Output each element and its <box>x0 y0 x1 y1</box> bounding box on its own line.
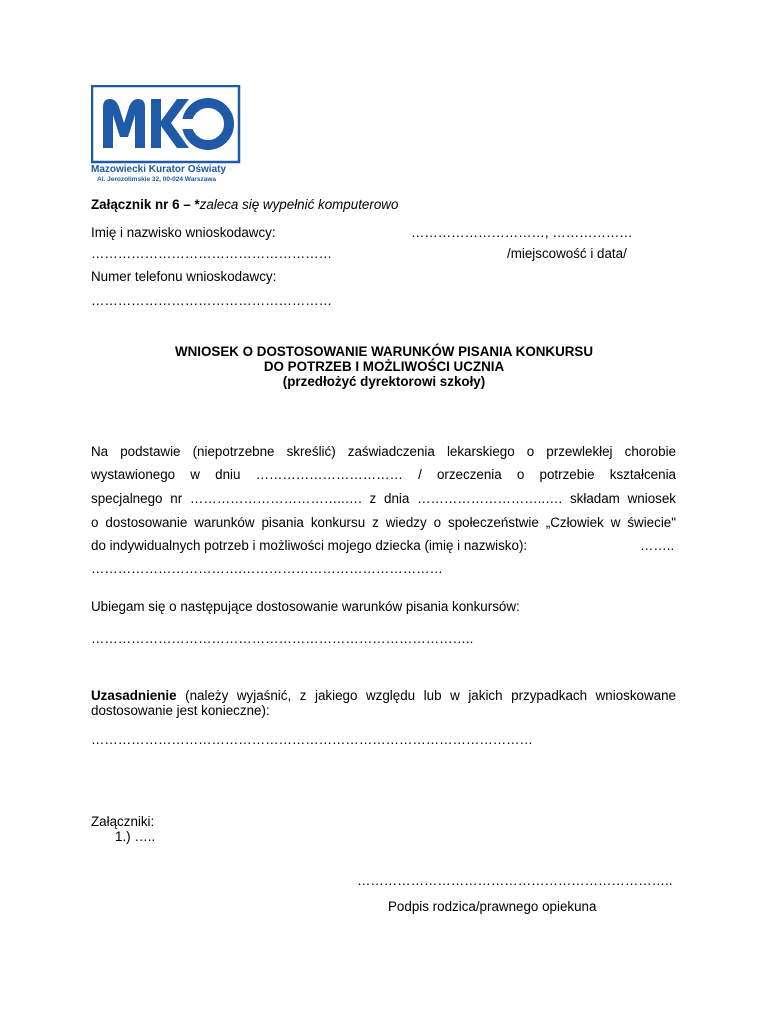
phone-label: Numer telefonu wnioskodawcy: <box>91 269 277 284</box>
place-date-dots: …………………………, ……………… <box>411 225 633 240</box>
child-name-dots-line: …………………………….……………………………………… <box>91 561 443 576</box>
paragraph-line: wystawionego w dniu …………………………… / orzeczenia o potrzebie kształcenia <box>91 467 676 482</box>
justification-label: Uzasadnienie <box>91 688 177 703</box>
logo-name: Mazowiecki Kurator Oświaty <box>91 164 227 175</box>
document-title-line3: (przedłożyć dyrektorowi szkoły) <box>282 374 486 389</box>
applicant-dots: ……………………………………………… <box>91 246 333 261</box>
justification-line1 <box>91 688 676 703</box>
justification-dots: ……………………………………………………………………………………… <box>91 732 533 747</box>
signature-label: Podpis rodzica/prawnego opiekuna <box>388 899 597 914</box>
phone-dots: ……………………………………………… <box>91 293 333 308</box>
logo-address: Al. Jerozolimskie 32, 00-024 Warszawa <box>97 176 216 183</box>
paragraph-line: specjalnego nr ……………………………..…. z dnia ………………………..…. składam wniosek <box>91 491 676 506</box>
adjustment-request-dots: ………………………………………………………………………….. <box>91 631 474 646</box>
justification-instruction: (należy wyjaśnić, z jakiego względu lub w jakich przypadkach wnioskowane <box>176 688 676 703</box>
mko-logo <box>91 85 241 185</box>
paragraph-line: Na podstawie (niepotrzebne skreślić) zaświadczenia lekarskiego o przewlekłej chorobie <box>91 444 676 459</box>
child-name-dots: …….. <box>640 538 675 553</box>
attachment-note: zaleca się wypełnić komputerowo <box>199 197 399 212</box>
place-date-label: /miejscowość i data/ <box>507 246 627 261</box>
attachment-number: Załącznik nr 6 – * <box>91 197 200 212</box>
attachment-item: 1.) ….. <box>115 829 156 844</box>
document-title-line1: WNIOSEK O DOSTOSOWANIE WARUNKÓW PISANIA KONKURSU <box>174 344 594 359</box>
paragraph-line: do indywidualnych potrzeb i możliwości mojego dziecka (imię i nazwisko): <box>91 538 528 553</box>
document-title-line2: DO POTRZEB I MOŻLIWOŚCI UCZNIA <box>263 359 505 374</box>
attachment-heading <box>91 197 398 212</box>
adjustment-request-label: Ubiegam się o następujące dostosowanie warunków pisania konkursów: <box>91 599 520 614</box>
applicant-label: Imię i nazwisko wnioskodawcy: <box>91 225 276 240</box>
signature-dots: …………………………………………………………….. <box>357 873 673 888</box>
paragraph-line: o dostosowanie warunków pisania konkursu z wiedzy o społeczeństwie „Człowiek w świecie" <box>91 515 676 530</box>
attachments-label: Załączniki: <box>91 814 155 829</box>
justification-line2: dostosowanie jest konieczne): <box>91 703 270 718</box>
